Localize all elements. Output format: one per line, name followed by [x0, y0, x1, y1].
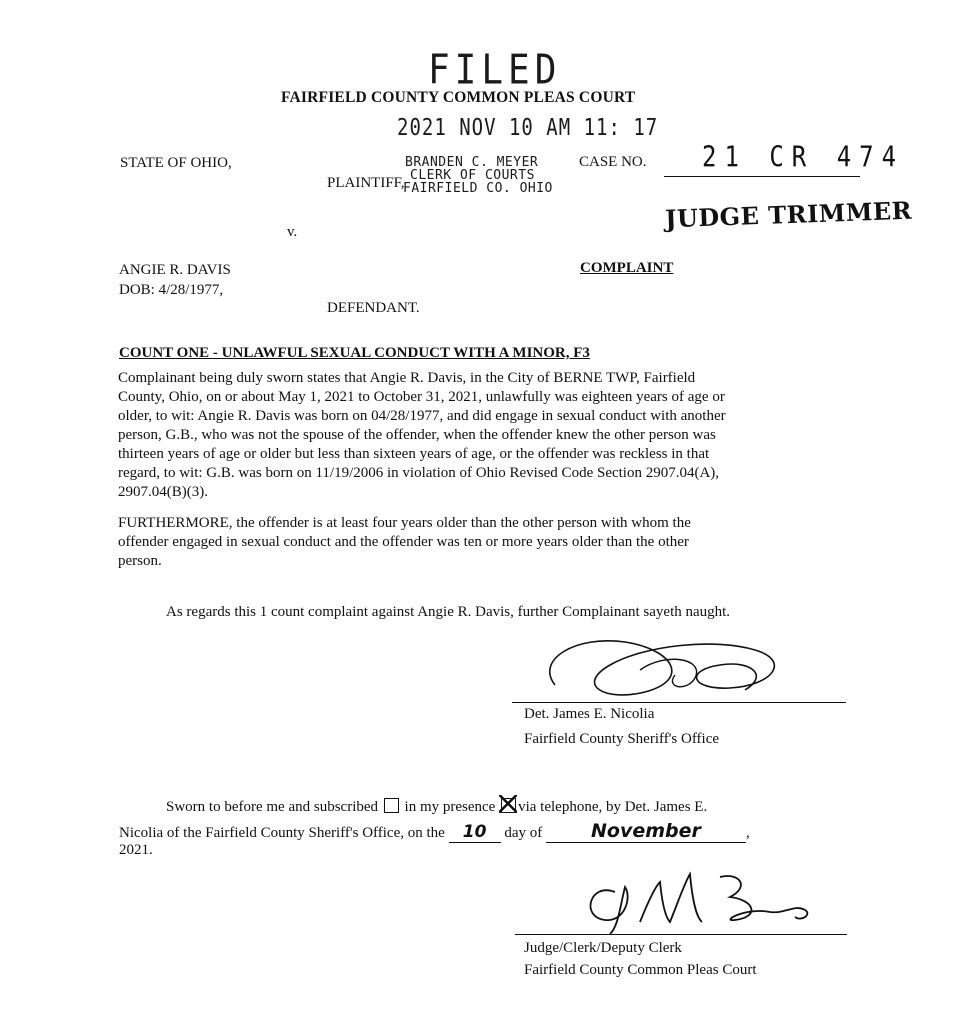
count-paragraph-1 [118, 369, 848, 502]
jurat-day-of-text: day of [504, 825, 543, 841]
signer-title: Judge/Clerk/Deputy Clerk [524, 940, 682, 956]
jurat-day: 10 [449, 822, 501, 843]
case-number-underline [664, 176, 860, 177]
clerk-county: FAIRFIELD CO. OHIO [403, 181, 553, 196]
paragraph-line: regard, to wit: G.B. was born on 11/19/2006 in violation of Ohio Revised Code Section 2907.04(A), [118, 465, 720, 481]
document-title: COMPLAINT [580, 260, 674, 276]
signer-court: Fairfield County Common Pleas Court [524, 962, 757, 978]
paragraph-line: offender engaged in sexual conduct and the offender was ten or more years older than the other [118, 534, 689, 550]
count-paragraph-2 [118, 514, 848, 571]
jurat-officer-text: Nicolia of the Fairfield County Sheriff's Office, on the [119, 825, 445, 841]
plaintiff-label: PLAINTIFF, [327, 175, 405, 191]
defendant-name: ANGIE R. DAVIS [119, 262, 231, 278]
jurat-month: November [546, 820, 746, 843]
complainant-signature-line [512, 702, 846, 703]
paragraph-line: thirteen years of age or older but less than sixteen years of age, or the offender was reckless in that [118, 446, 710, 462]
judge-signature [570, 862, 840, 937]
filed-stamp: FILED [428, 46, 562, 95]
complainant-signature [515, 630, 845, 710]
closing-statement: As regards this 1 count complaint against Angie R. Davis, further Complainant sayeth naught. [166, 604, 731, 620]
defendant-label: DEFENDANT. [327, 300, 420, 316]
judge-stamp: JUDGE TRIMMER [664, 195, 913, 234]
paragraph-line: 2907.04(B)(3). [118, 484, 208, 500]
case-label: CASE NO. [579, 154, 647, 170]
presence-checkbox[interactable] [384, 798, 399, 813]
jurat-year: 2021. [119, 842, 153, 858]
filed-datetime: 2021 NOV 10 AM 11: 17 [397, 114, 659, 142]
jurat-comma: , [745, 825, 750, 841]
jurat-line-2 [119, 820, 750, 843]
paragraph-line: Complainant being duly sworn states that Angie R. Davis, in the City of BERNE TWP, Fairfield [118, 370, 696, 386]
judge-signature-line [515, 934, 847, 935]
telephone-checkbox[interactable] [501, 798, 516, 813]
complainant-name: Det. James E. Nicolia [524, 706, 655, 722]
paragraph-line: older, to wit: Angie R. Davis was born on 04/28/1977, and did engage in sexual conduct with another [118, 408, 726, 424]
defendant-dob: DOB: 4/28/1977, [119, 282, 224, 298]
paragraph-line: person, G.B., who was not the spouse of the offender, when the offender knew the other person was [118, 427, 716, 443]
complainant-office: Fairfield County Sheriff's Office [524, 731, 720, 747]
case-number: 21 CR 474 [702, 140, 905, 174]
paragraph-line: County, Ohio, on or about May 1, 2021 to October 31, 2021, unlawfully was eighteen years of age or [118, 389, 725, 405]
clerk-title: CLERK OF COURTS [410, 168, 535, 183]
jurat-telephone-text: via telephone, by Det. James E. [518, 799, 708, 815]
versus: v. [287, 224, 298, 240]
court-heading: FAIRFIELD COUNTY COMMON PLEAS COURT [281, 89, 636, 106]
plaintiff-name: STATE OF OHIO, [120, 155, 232, 171]
paragraph-line: FURTHERMORE, the offender is at least four years older than the other person with whom the [118, 515, 691, 531]
jurat-presence-text: in my presence [404, 799, 496, 815]
clerk-name: BRANDEN C. MEYER [405, 155, 539, 170]
jurat-sworn-text: Sworn to before me and subscribed [166, 799, 379, 815]
paragraph-line: person. [118, 553, 162, 569]
count-heading: COUNT ONE - UNLAWFUL SEXUAL CONDUCT WITH A MINOR, F3 [119, 345, 590, 361]
jurat-line-1 [166, 798, 707, 816]
